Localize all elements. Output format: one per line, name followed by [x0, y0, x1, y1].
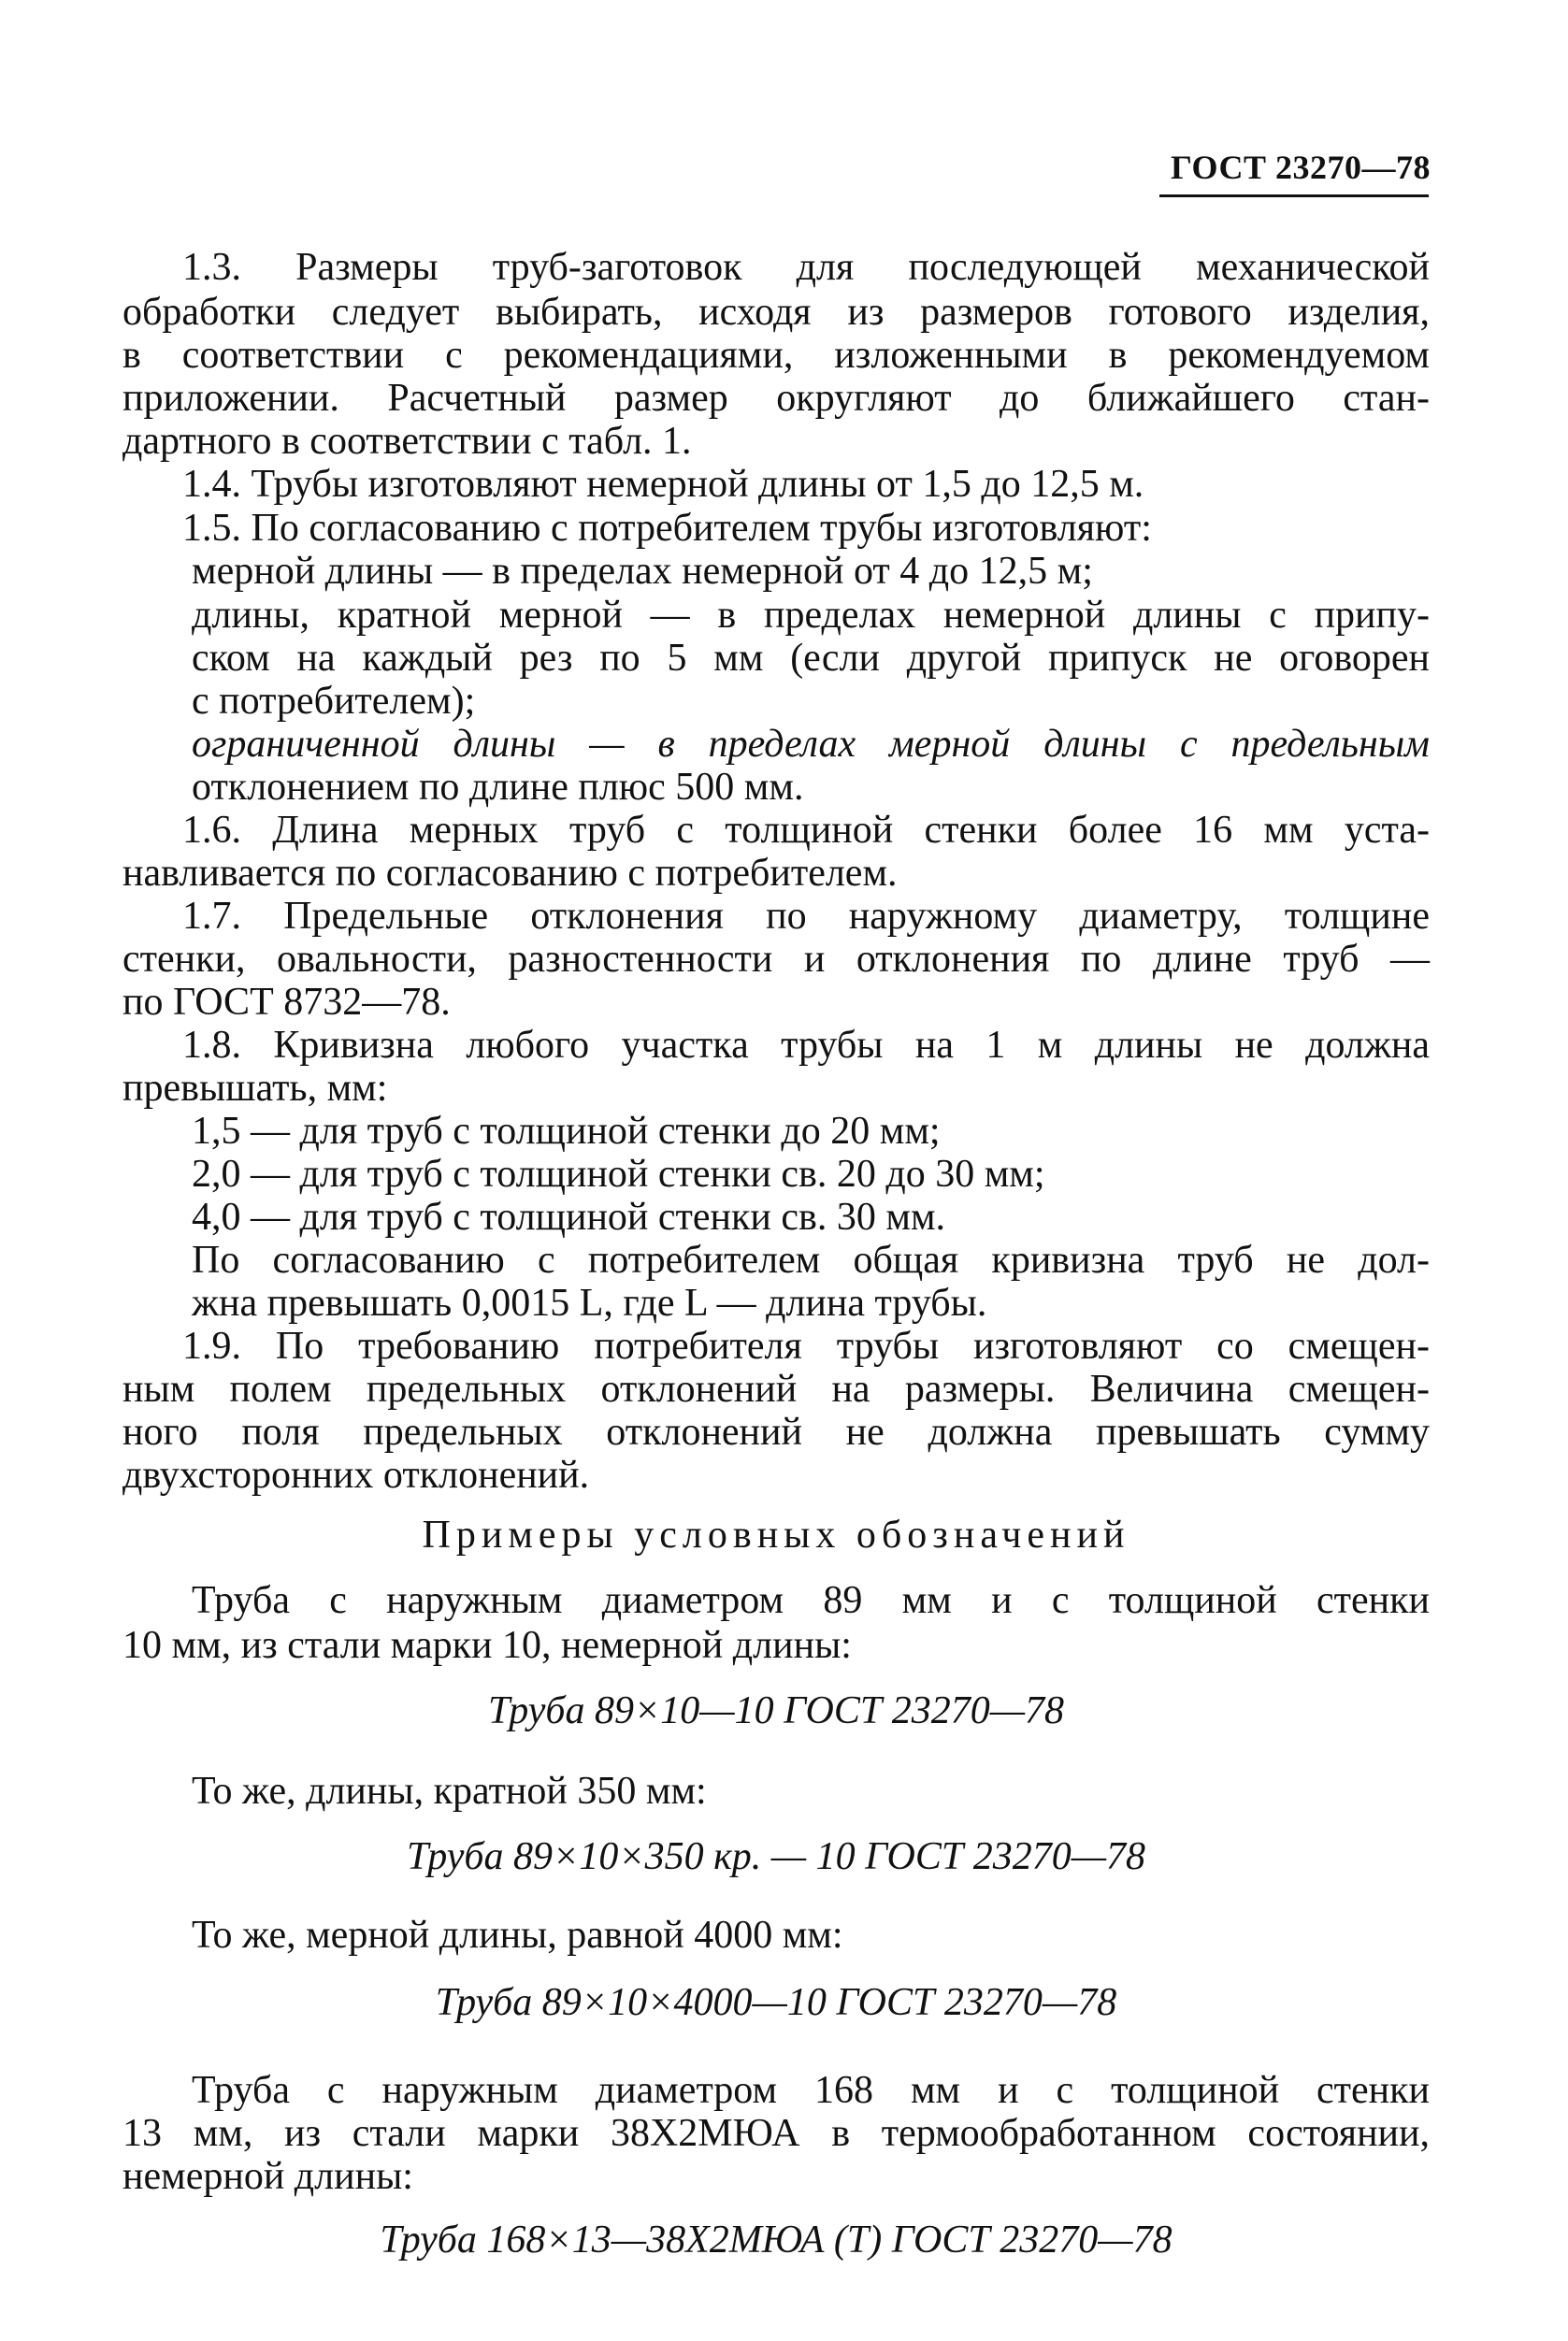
designation-formula-3: Труба 89×10×4000—10 ГОСТ 23270—78 [435, 1981, 1117, 2024]
p13-line-3: в соответствии с рекомендациями, изложенными в рекомендуемом [122, 334, 1430, 377]
p13-line-4: приложении. Расчетный размер округляют до ближайшего стан- [122, 377, 1430, 420]
p18-line-6: По согласованию с потребителем общая кривизна труб не дол- [192, 1239, 1430, 1282]
ex4-line-2: 13 мм, из стали марки 38Х2МЮА в термообработанном состоянии, [122, 2112, 1430, 2155]
p13-line-1: 1.3. Размеры труб-заготовок для последующей механической [182, 246, 1430, 289]
p18-line-4: 2,0 — для труб с толщиной стенки св. 20 до 30 мм; [192, 1153, 1045, 1196]
p13-line-5: дартного в соответствии с табл. 1. [122, 420, 692, 463]
p18-line-5: 4,0 — для труб с толщиной стенки св. 30 мм. [192, 1196, 946, 1239]
ex4-line-3: немерной длины: [122, 2155, 413, 2198]
designation-formula-4: Труба 168×13—38Х2МЮА (Т) ГОСТ 23270—78 [380, 2219, 1172, 2262]
p16-line-1: 1.6. Длина мерных труб с толщиной стенки более 16 мм уста- [182, 809, 1430, 852]
ex1-line-2: 10 мм, из стали марки 10, немерной длины: [122, 1624, 852, 1667]
ex4-line-1: Труба с наружным диаметром 168 мм и с толщиной стенки [192, 2069, 1430, 2112]
p15-line-5: с потребителем); [192, 680, 476, 723]
ex1-line-1: Труба с наружным диаметром 89 мм и с толщиной стенки [192, 1579, 1430, 1622]
p14-line: 1.4. Трубы изготовляют немерной длины от 1,5 до 12,5 м. [182, 463, 1144, 506]
p19-line-1: 1.9. По требованию потребителя трубы изготовляют со смещен- [182, 1325, 1430, 1368]
p15-line-6: ограниченной длины — в пределах мерной длины с предельным [192, 723, 1430, 766]
p15-line-7: отклонением по длине плюс 500 мм. [192, 766, 804, 809]
p18-line-3: 1,5 — для труб с толщиной стенки до 20 мм; [192, 1110, 941, 1153]
p15-line-3: длины, кратной мерной — в пределах немерной длины с припу- [192, 594, 1430, 637]
designation-formula-2: Труба 89×10×350 кр. — 10 ГОСТ 23270—78 [406, 1835, 1146, 1878]
p19-line-3: ного поля предельных отклонений не должна превышать сумму [122, 1411, 1430, 1454]
p18-line-7: жна превышать 0,0015 L, где L — длина трубы. [192, 1282, 987, 1325]
p18-line-2: превышать, мм: [122, 1067, 388, 1110]
p15-line-1: 1.5. По согласованию с потребителем трубы изготовляют: [182, 507, 1152, 550]
p17-line-1: 1.7. Предельные отклонения по наружному диаметру, толщине [182, 895, 1430, 938]
p17-line-2: стенки, овальности, разностенности и отклонения по длине труб — [122, 938, 1430, 981]
p19-line-2: ным полем предельных отклонений на размеры. Величина смещен- [122, 1368, 1430, 1411]
examples-heading: Примеры условных обозначений [422, 1514, 1130, 1557]
p15-line-2: мерной длины — в пределах немерной от 4 до 12,5 м; [192, 550, 1093, 593]
ex2-line: То же, длины, кратной 350 мм: [192, 1770, 707, 1813]
header-rule [1159, 194, 1429, 197]
designation-formula-1: Труба 89×10—10 ГОСТ 23270—78 [487, 1689, 1065, 1732]
p18-line-1: 1.8. Кривизна любого участка трубы на 1 м длины не должна [182, 1024, 1430, 1067]
p17-line-3: по ГОСТ 8732—78. [122, 981, 451, 1024]
p19-line-4: двухсторонних отклонений. [122, 1454, 590, 1497]
p15-line-4: ском на каждый рез по 5 мм (если другой припуск не оговорен [192, 637, 1430, 680]
p16-line-2: навливается по согласованию с потребителем. [122, 852, 898, 895]
standard-header: ГОСТ 23270—78 [1171, 149, 1431, 186]
ex3-line: То же, мерной длины, равной 4000 мм: [192, 1914, 843, 1957]
p13-line-2: обработки следует выбирать, исходя из размеров готового изделия, [122, 291, 1430, 334]
